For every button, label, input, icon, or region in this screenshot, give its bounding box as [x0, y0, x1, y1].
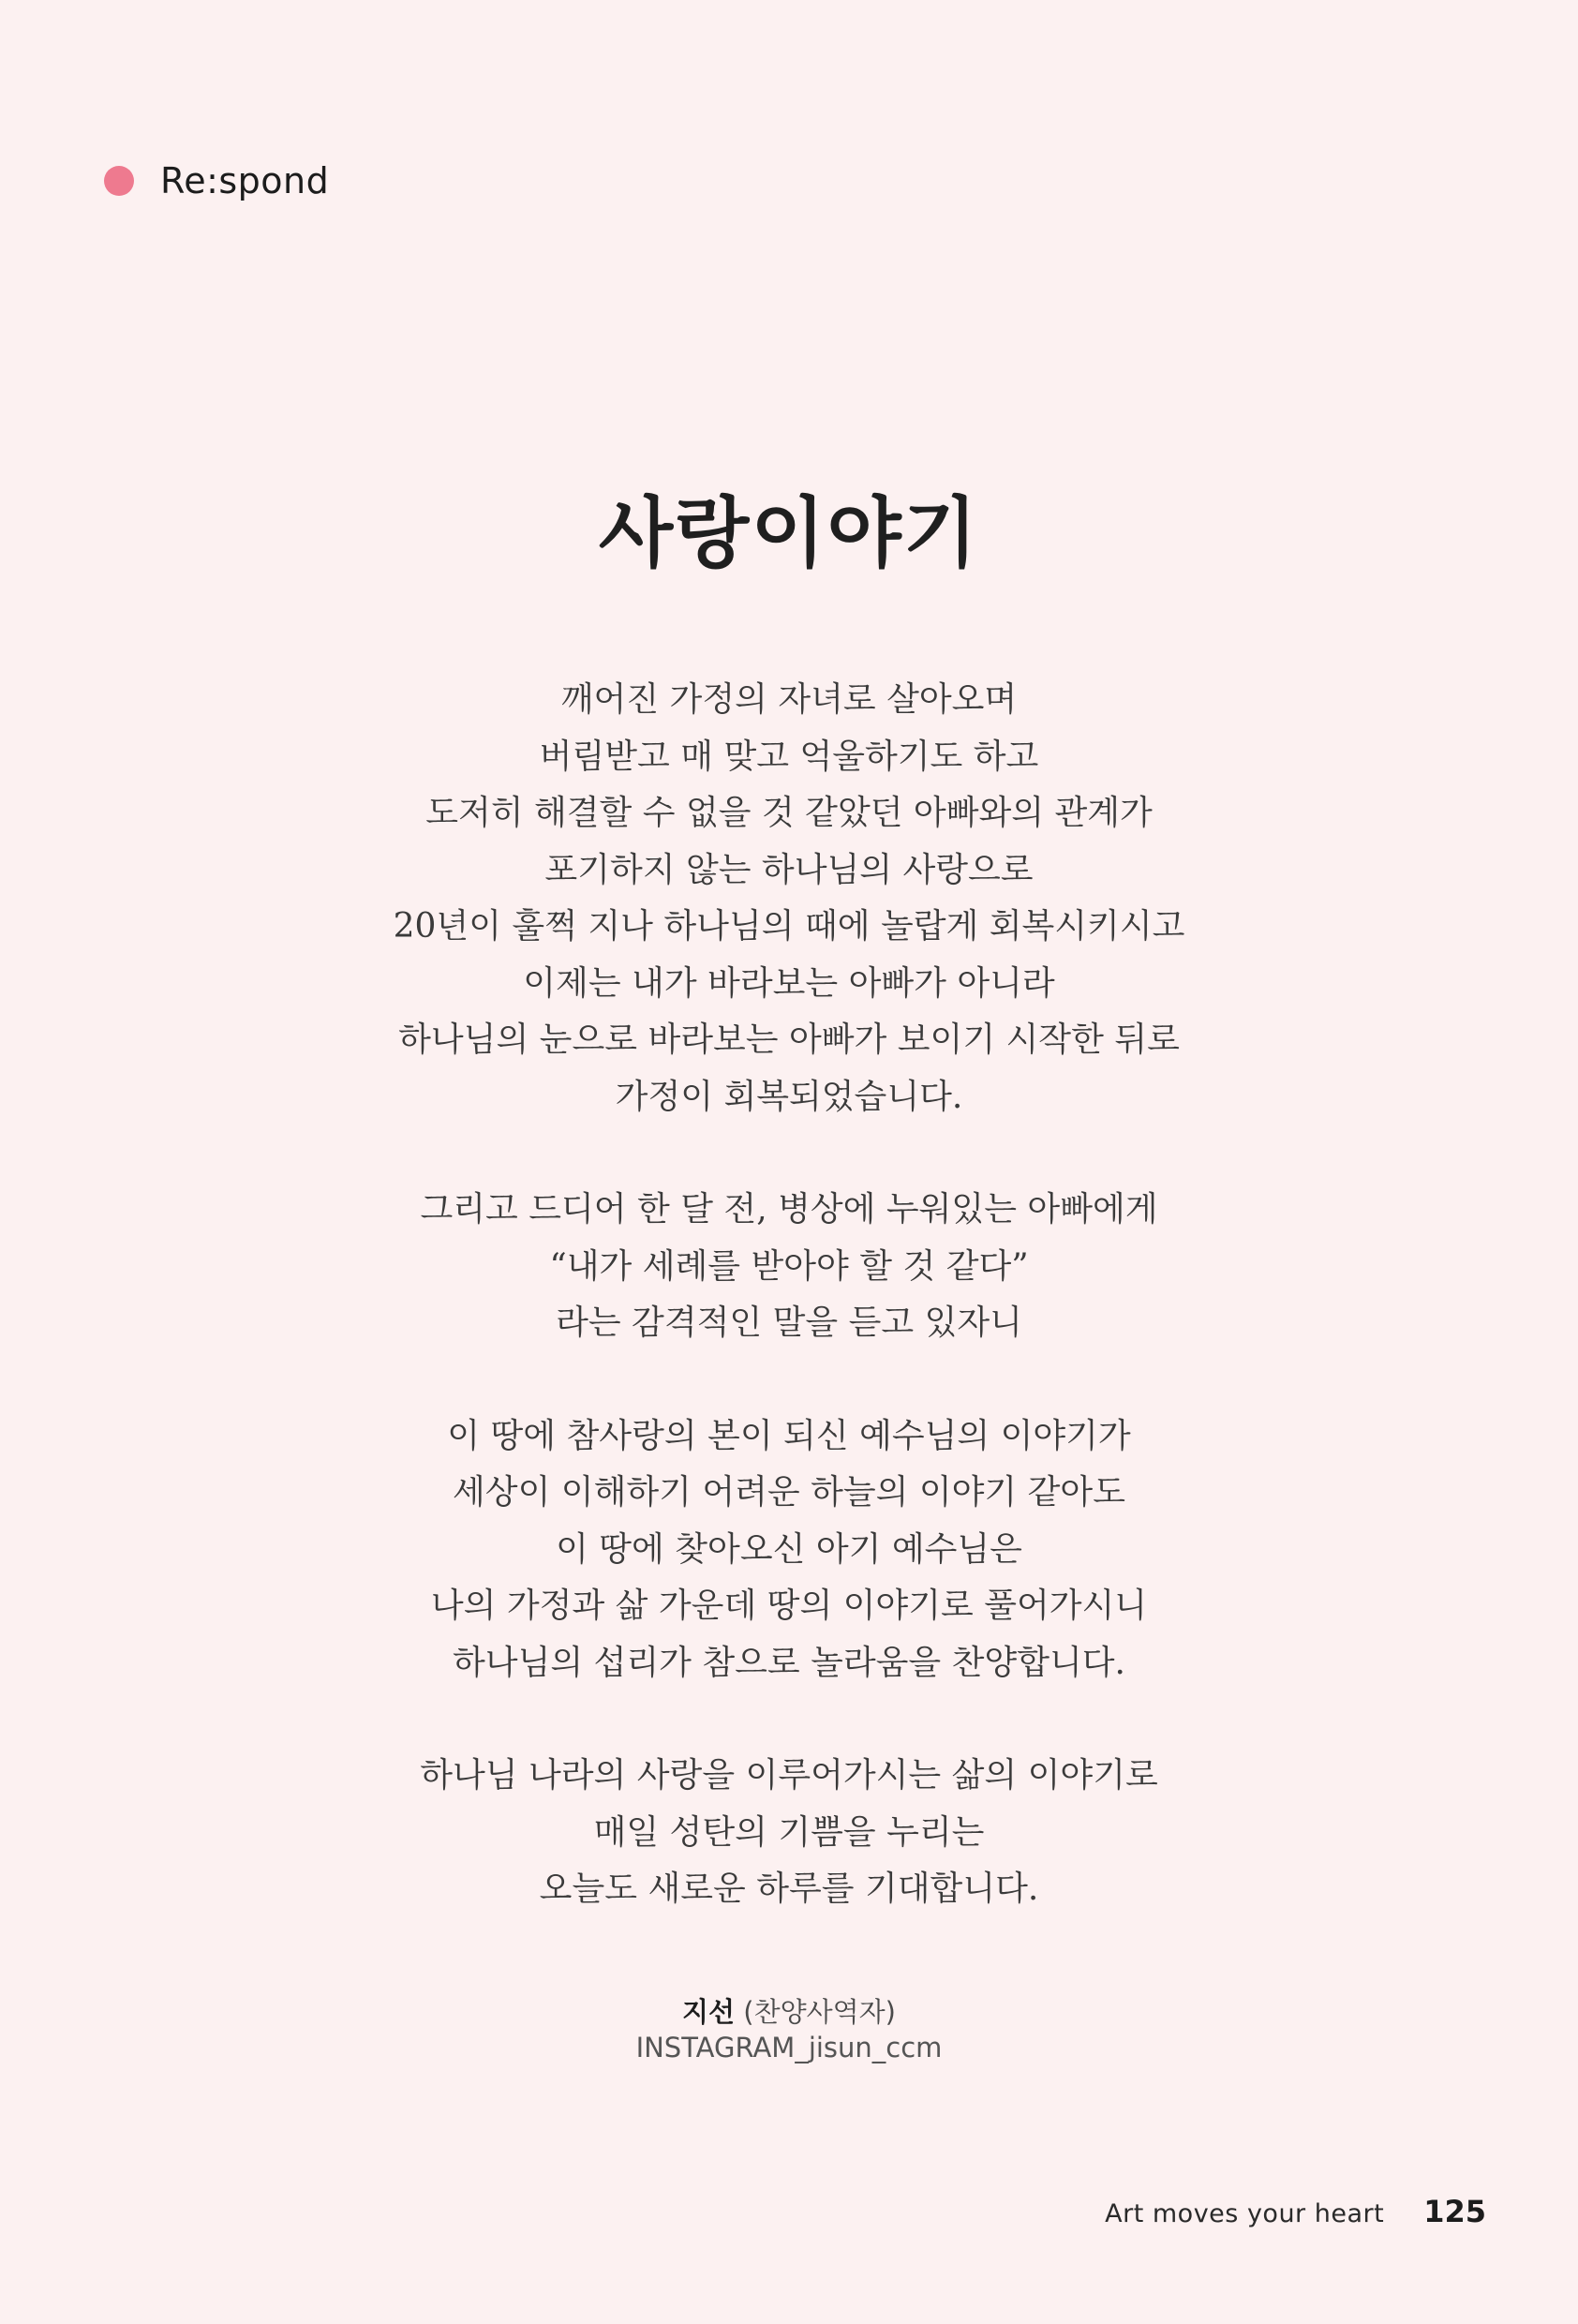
author-instagram-handle: INSTAGRAM_jisun_ccm [635, 2032, 943, 2063]
poem-line: 하나님 나라의 사랑을 이루어가시는 삶의 이야기로 [420, 1756, 1158, 1795]
poem-stanza [0, 1748, 1578, 1918]
footer-tagline: Art moves your heart [1105, 2199, 1385, 2228]
poem-line: 하나님의 섭리가 참으로 놀라움을 찬양합니다. [453, 1643, 1125, 1682]
author-credit [0, 1994, 1578, 2065]
poem-line: 이제는 내가 바라보는 아빠가 아니라 [523, 963, 1055, 1003]
poem-line: 깨어진 가정의 자녀로 살아오며 [560, 680, 1018, 719]
poem-line: 이 땅에 참사랑의 본이 되신 예수님의 이야기가 [447, 1416, 1131, 1455]
poem-line: 20년이 훌쩍 지나 하나님의 때에 놀랍게 회복시키시고 [393, 907, 1185, 946]
poem-line: 도저히 해결할 수 없을 것 같았던 아빠와의 관계가 [425, 794, 1153, 832]
poem-line: 매일 성탄의 기쁨을 누리는 [593, 1812, 985, 1852]
poem-line: 이 땅에 찾아오신 아기 예수님은 [556, 1529, 1022, 1569]
poem-stanza [0, 1408, 1578, 1692]
poem-line: 가정이 회복되었습니다. [615, 1077, 963, 1116]
poem-line: 버림받고 매 맞고 억울하기도 하고 [539, 737, 1039, 776]
poem-line: 하나님의 눈으로 바라보는 아빠가 보이기 시작한 뒤로 [398, 1020, 1180, 1059]
page-title: 사랑이야기 [598, 488, 980, 578]
section-dot-icon [104, 166, 134, 196]
author-line [0, 1994, 1578, 2030]
poem-stanza [0, 672, 1578, 1125]
page-footer [1105, 2194, 1486, 2229]
poem-line: 나의 가정과 삶 가운데 땅의 이야기로 풀어가시니 [430, 1587, 1148, 1625]
poem-line: “내가 세례를 받아야 할 것 같다” [549, 1246, 1029, 1286]
section-label: Re:spond [160, 160, 330, 201]
page-number: 125 [1423, 2194, 1486, 2229]
poem-line: 오늘도 새로운 하루를 기대합니다. [539, 1870, 1039, 1908]
poem-stanza [0, 1182, 1578, 1352]
poem-body [0, 672, 1578, 1974]
poem-line: 그리고 드디어 한 달 전, 병상에 누워있는 아빠에게 [420, 1190, 1158, 1229]
author-role: (찬양사역자) [743, 1996, 896, 2028]
author-name: 지선 [682, 1996, 736, 2028]
poem-line: 세상이 이해하기 어려운 하늘의 이야기 같아도 [453, 1473, 1125, 1512]
poem-line: 라는 감격적인 말을 듣고 있자니 [556, 1304, 1022, 1342]
section-tag [104, 161, 329, 201]
poem-line: 포기하지 않는 하나님의 사랑으로 [544, 850, 1034, 889]
